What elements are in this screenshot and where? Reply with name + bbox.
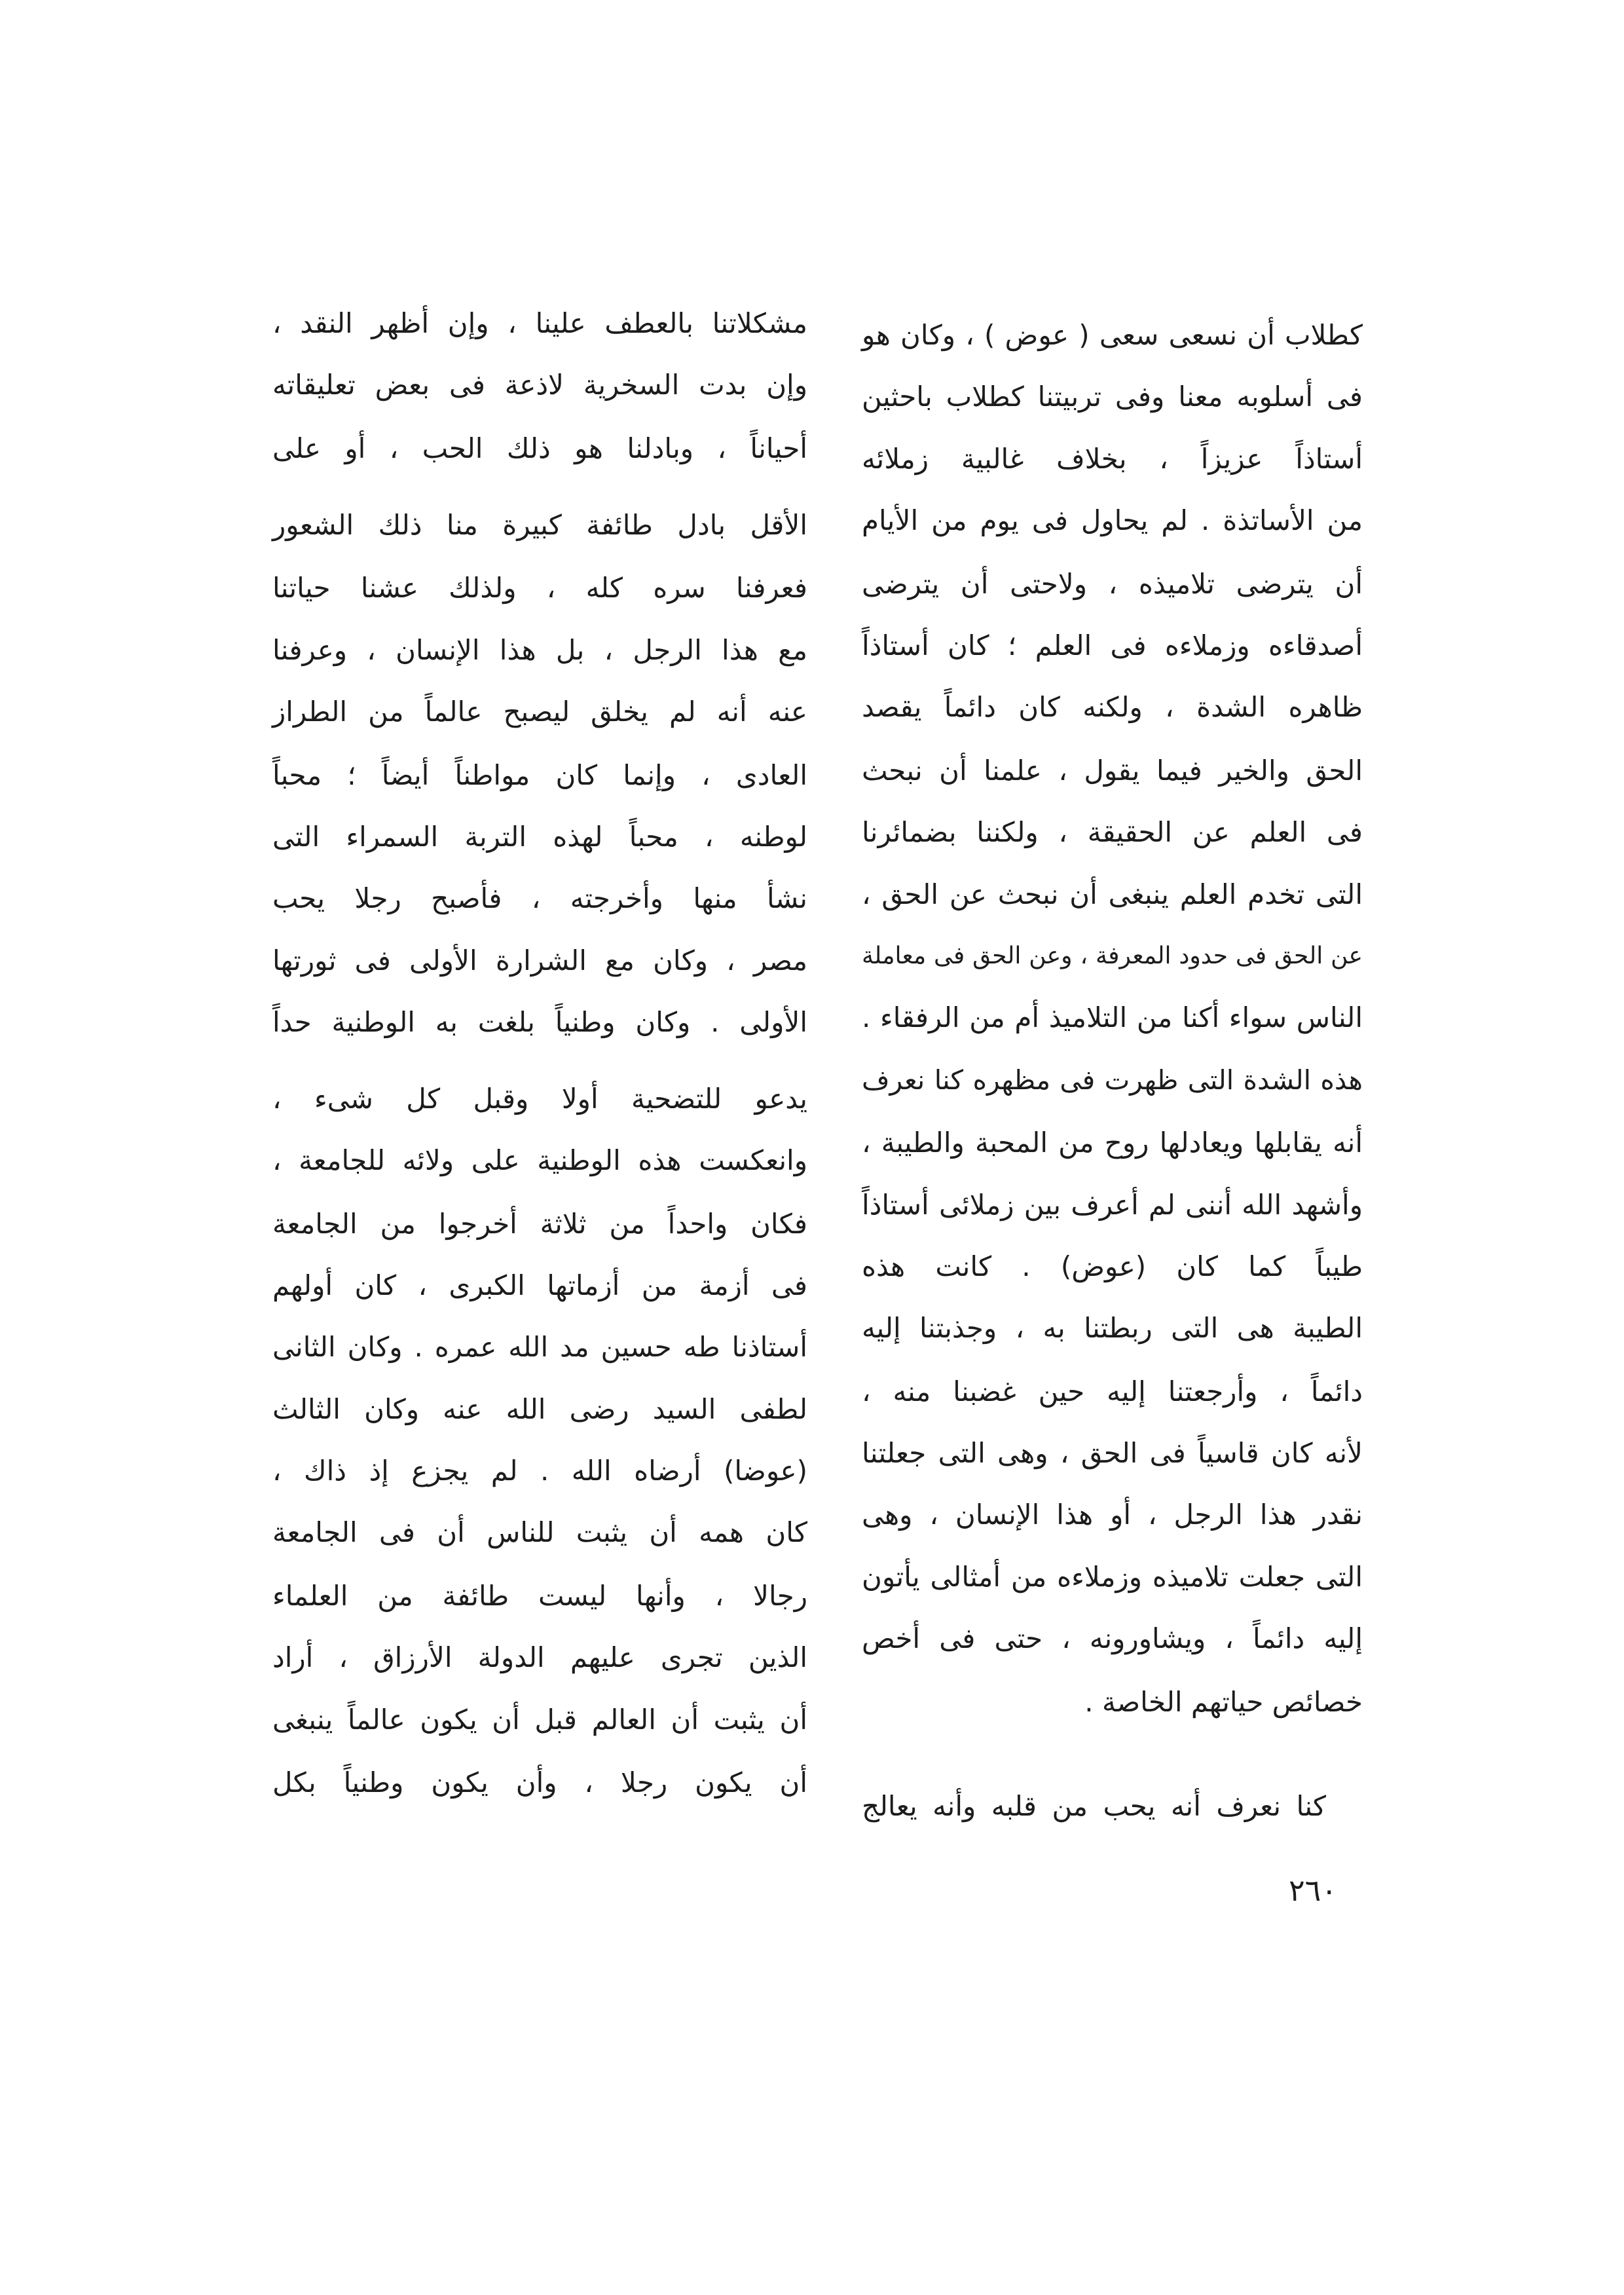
text-line: لأنه كان قاسياً فى الحق ، وهى التى جعلتنا xyxy=(862,1437,1363,1469)
text-line: كطلاب أن نسعى سعى ( عوض ) ، وكان هو xyxy=(862,319,1363,351)
text-line: العادى ، وإنما كان مواطناً أيضاً ؛ محباً xyxy=(272,759,807,791)
text-line: مشكلاتنا بالعطف علينا ، وإن أظهر النقد ، xyxy=(272,307,807,339)
left-column xyxy=(272,0,807,2295)
text-line: فى أسلوبه معنا وفى تربيتنا كطلاب باحثين xyxy=(862,381,1363,413)
text-line: التى جعلت تلاميذه وزملاءه من أمثالى يأتون xyxy=(862,1561,1363,1593)
text-line: أن يترضى تلاميذه ، ولاحتى أن يترضى xyxy=(862,568,1363,600)
text-line: مع هذا الرجل ، بل هذا الإنسان ، وعرفنا xyxy=(272,634,807,666)
text-line: أن يثبت أن العالم قبل أن يكون عالماً ينبغى xyxy=(272,1704,807,1736)
text-line: أنه يقابلها ويعادلها روح من المحبة والطيبة ، xyxy=(862,1127,1363,1159)
page-number: ٢٦٠ xyxy=(1288,1873,1338,1908)
text-line: الأقل بادل طائفة كبيرة منا ذلك الشعور xyxy=(272,509,807,541)
text-line: أستاذنا طه حسين مد الله عمره . وكان الثانى xyxy=(272,1331,807,1363)
text-line: الحق والخير فيما يقول ، علمنا أن نبحث xyxy=(862,755,1363,787)
text-line: أصدقاءه وزملاءه فى العلم ؛ كان أستاذاً xyxy=(862,629,1363,662)
text-line: الناس سواء أكنا من التلاميذ أم من الرفقاء . xyxy=(862,1001,1363,1034)
text-line: كان همه أن يثبت للناس أن فى الجامعة xyxy=(272,1516,807,1548)
text-line: أحياناً ، وبادلنا هو ذلك الحب ، أو على xyxy=(272,432,807,464)
text-line: فكان واحداً من ثلاثة أخرجوا من الجامعة xyxy=(272,1208,807,1240)
text-line: رجالا ، وأنها ليست طائفة من العلماء xyxy=(272,1580,807,1612)
text-line: يدعو للتضحية أولا وقبل كل شىء ، xyxy=(272,1083,807,1115)
text-line: خصائص حياتهم الخاصة . xyxy=(1084,1686,1363,1718)
text-line: الذين تجرى عليهم الدولة الأرزاق ، أراد xyxy=(272,1641,807,1673)
text-line: لوطنه ، محباً لهذه التربة السمراء التى xyxy=(272,821,807,853)
text-line: من الأساتذة . لم يحاول فى يوم من الأيام xyxy=(862,504,1363,536)
text-line: عنه أنه لم يخلق ليصبح عالماً من الطراز xyxy=(272,696,807,728)
text-line: كنا نعرف أنه يحب من قلبه وأنه يعالج xyxy=(862,1790,1326,1822)
text-line: الأولى . وكان وطنياً بلغت به الوطنية حداً xyxy=(272,1006,807,1038)
text-line: مصر ، وكان مع الشرارة الأولى فى ثورتها xyxy=(272,944,807,977)
text-line: أن يكون رجلا ، وأن يكون وطنياً بكل xyxy=(272,1766,807,1799)
text-line: فى العلم عن الحقيقة ، ولكننا بضمائرنا xyxy=(862,816,1363,848)
text-line: التى تخدم العلم ينبغى أن نبحث عن الحق ، xyxy=(862,878,1363,910)
text-line: نشأ منها وأخرجته ، فأصبح رجلا يحب xyxy=(272,882,807,914)
text-line: إليه دائماً ، ويشاورونه ، حتى فى أخص xyxy=(862,1622,1363,1654)
text-line: ظاهره الشدة ، ولكنه كان دائماً يقصد xyxy=(862,691,1363,723)
text-line: طيباً كما كان (عوض) . كانت هذه xyxy=(862,1250,1363,1282)
text-line: عن الحق فى حدود المعرفة ، وعن الحق فى معاملة xyxy=(862,942,1363,969)
right-column xyxy=(862,0,1363,2295)
text-line: هذه الشدة التى ظهرت فى مظهره كنا نعرف xyxy=(862,1064,1363,1096)
text-line: الطيبة هى التى ربطتنا به ، وجذبتنا إليه xyxy=(862,1312,1363,1344)
text-line: فعرفنا سره كله ، ولذلك عشنا حياتنا xyxy=(272,572,807,604)
text-line: (عوضا) أرضاه الله . لم يجزع إذ ذاك ، xyxy=(272,1455,807,1487)
text-line: وإن بدت السخرية لاذعة فى بعض تعليقاته xyxy=(272,369,807,401)
text-line: نقدر هذا الرجل ، أو هذا الإنسان ، وهى xyxy=(862,1499,1363,1531)
text-line: فى أزمة من أزماتها الكبرى ، كان أولهم xyxy=(272,1269,807,1301)
text-line: لطفى السيد رضى الله عنه وكان الثالث xyxy=(272,1393,807,1425)
text-line: وأشهد الله أننى لم أعرف بين زملائى أستاذاً xyxy=(862,1189,1363,1221)
text-line: دائماً ، وأرجعتنا إليه حين غضبنا منه ، xyxy=(862,1375,1363,1408)
text-line: أستاذاً عزيزاً ، بخلاف غالبية زملائه xyxy=(862,443,1363,475)
text-line: وانعكست هذه الوطنية على ولائه للجامعة ، xyxy=(272,1144,807,1176)
